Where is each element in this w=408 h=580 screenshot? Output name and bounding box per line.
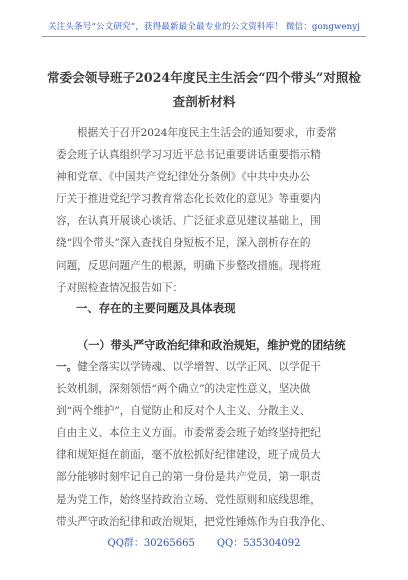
paragraph-line: 部分能够时刻牢记自己的第一身份是共产党员，第一职责 [56,471,321,484]
paragraph-line: 长效机制，深刻领悟“两个确立”的决定性意义，坚决做 [56,383,311,396]
paragraph-line: 问题，反思问题产生的根源，明确下步整改措施。现将班 [56,259,321,272]
subsection-line: 一。 [56,361,78,373]
paragraph-line: 带头严守政治纪律和政治规矩，把党性锤炼作为自我净化、 [56,515,332,528]
subsection-heading [56,334,358,356]
paragraph-line-tail: 健全落实以学铸魂、以学增智、以学正风、以学促干 [77,361,321,373]
paragraph-line: 神和党章、《中国共产党纪律处分条例》《中共中央办公 [56,171,311,184]
paragraph-line: 律和规矩挺在前面，毫不放松抓好纪律建设，班子成员大 [56,449,321,462]
paragraph-line: 到“两个维护”，自觉防止和反对个人主义、分散主义、 [56,405,311,418]
paragraph-line: 委会班子认真组织学习习近平总书记重要讲话重要指示精 [56,149,321,162]
subsection-body [56,356,358,533]
title-line: 常委会领导班子2024年度民主生活会“四个带头”对照检 [46,70,361,85]
section-heading: 一、存在的主要问题及具体表现 [76,301,236,315]
footer-contact [0,534,408,549]
paragraph-line: 是为党工作，始终坚持政治立场、党性原则和底线思维， [56,493,321,506]
qq-number: QQ：535304092 [216,538,301,549]
paragraph-line [56,356,358,378]
title-line: 查剖析材料 [172,94,236,109]
intro-paragraph [56,122,358,299]
header-divider [42,36,366,37]
subsection-line: （一）带头严守政治纪律和政治规矩，维护党的团结统 [77,338,346,352]
paragraph-line: 绕“四个带头”深入查找自身短板不足，深入剖析存在的 [56,237,311,250]
qq-group-number: QQ群：30265665 [107,538,195,549]
paragraph-line: 根据关于召开2024年度民主生活会的通知要求，市委常 [77,127,338,139]
paragraph-line: 自由主义、本位主义方面。市委常委会班子始终坚持把纪 [56,427,321,440]
paragraph-line: 容，在认真开展谈心谈话、广泛征求意见建议基础上，围 [56,215,321,228]
paragraph-line: 子对照检查情况报告如下： [56,281,184,294]
paragraph-line: 厅关于推进党纪学习教育常态化长效化的意见》等重要内 [56,193,321,206]
header-promo-note: 关注头条号“公文研究”，获得最新最全最专业的公文资料库！ 微信：gongwenyj [47,22,361,32]
document-title [40,66,368,114]
